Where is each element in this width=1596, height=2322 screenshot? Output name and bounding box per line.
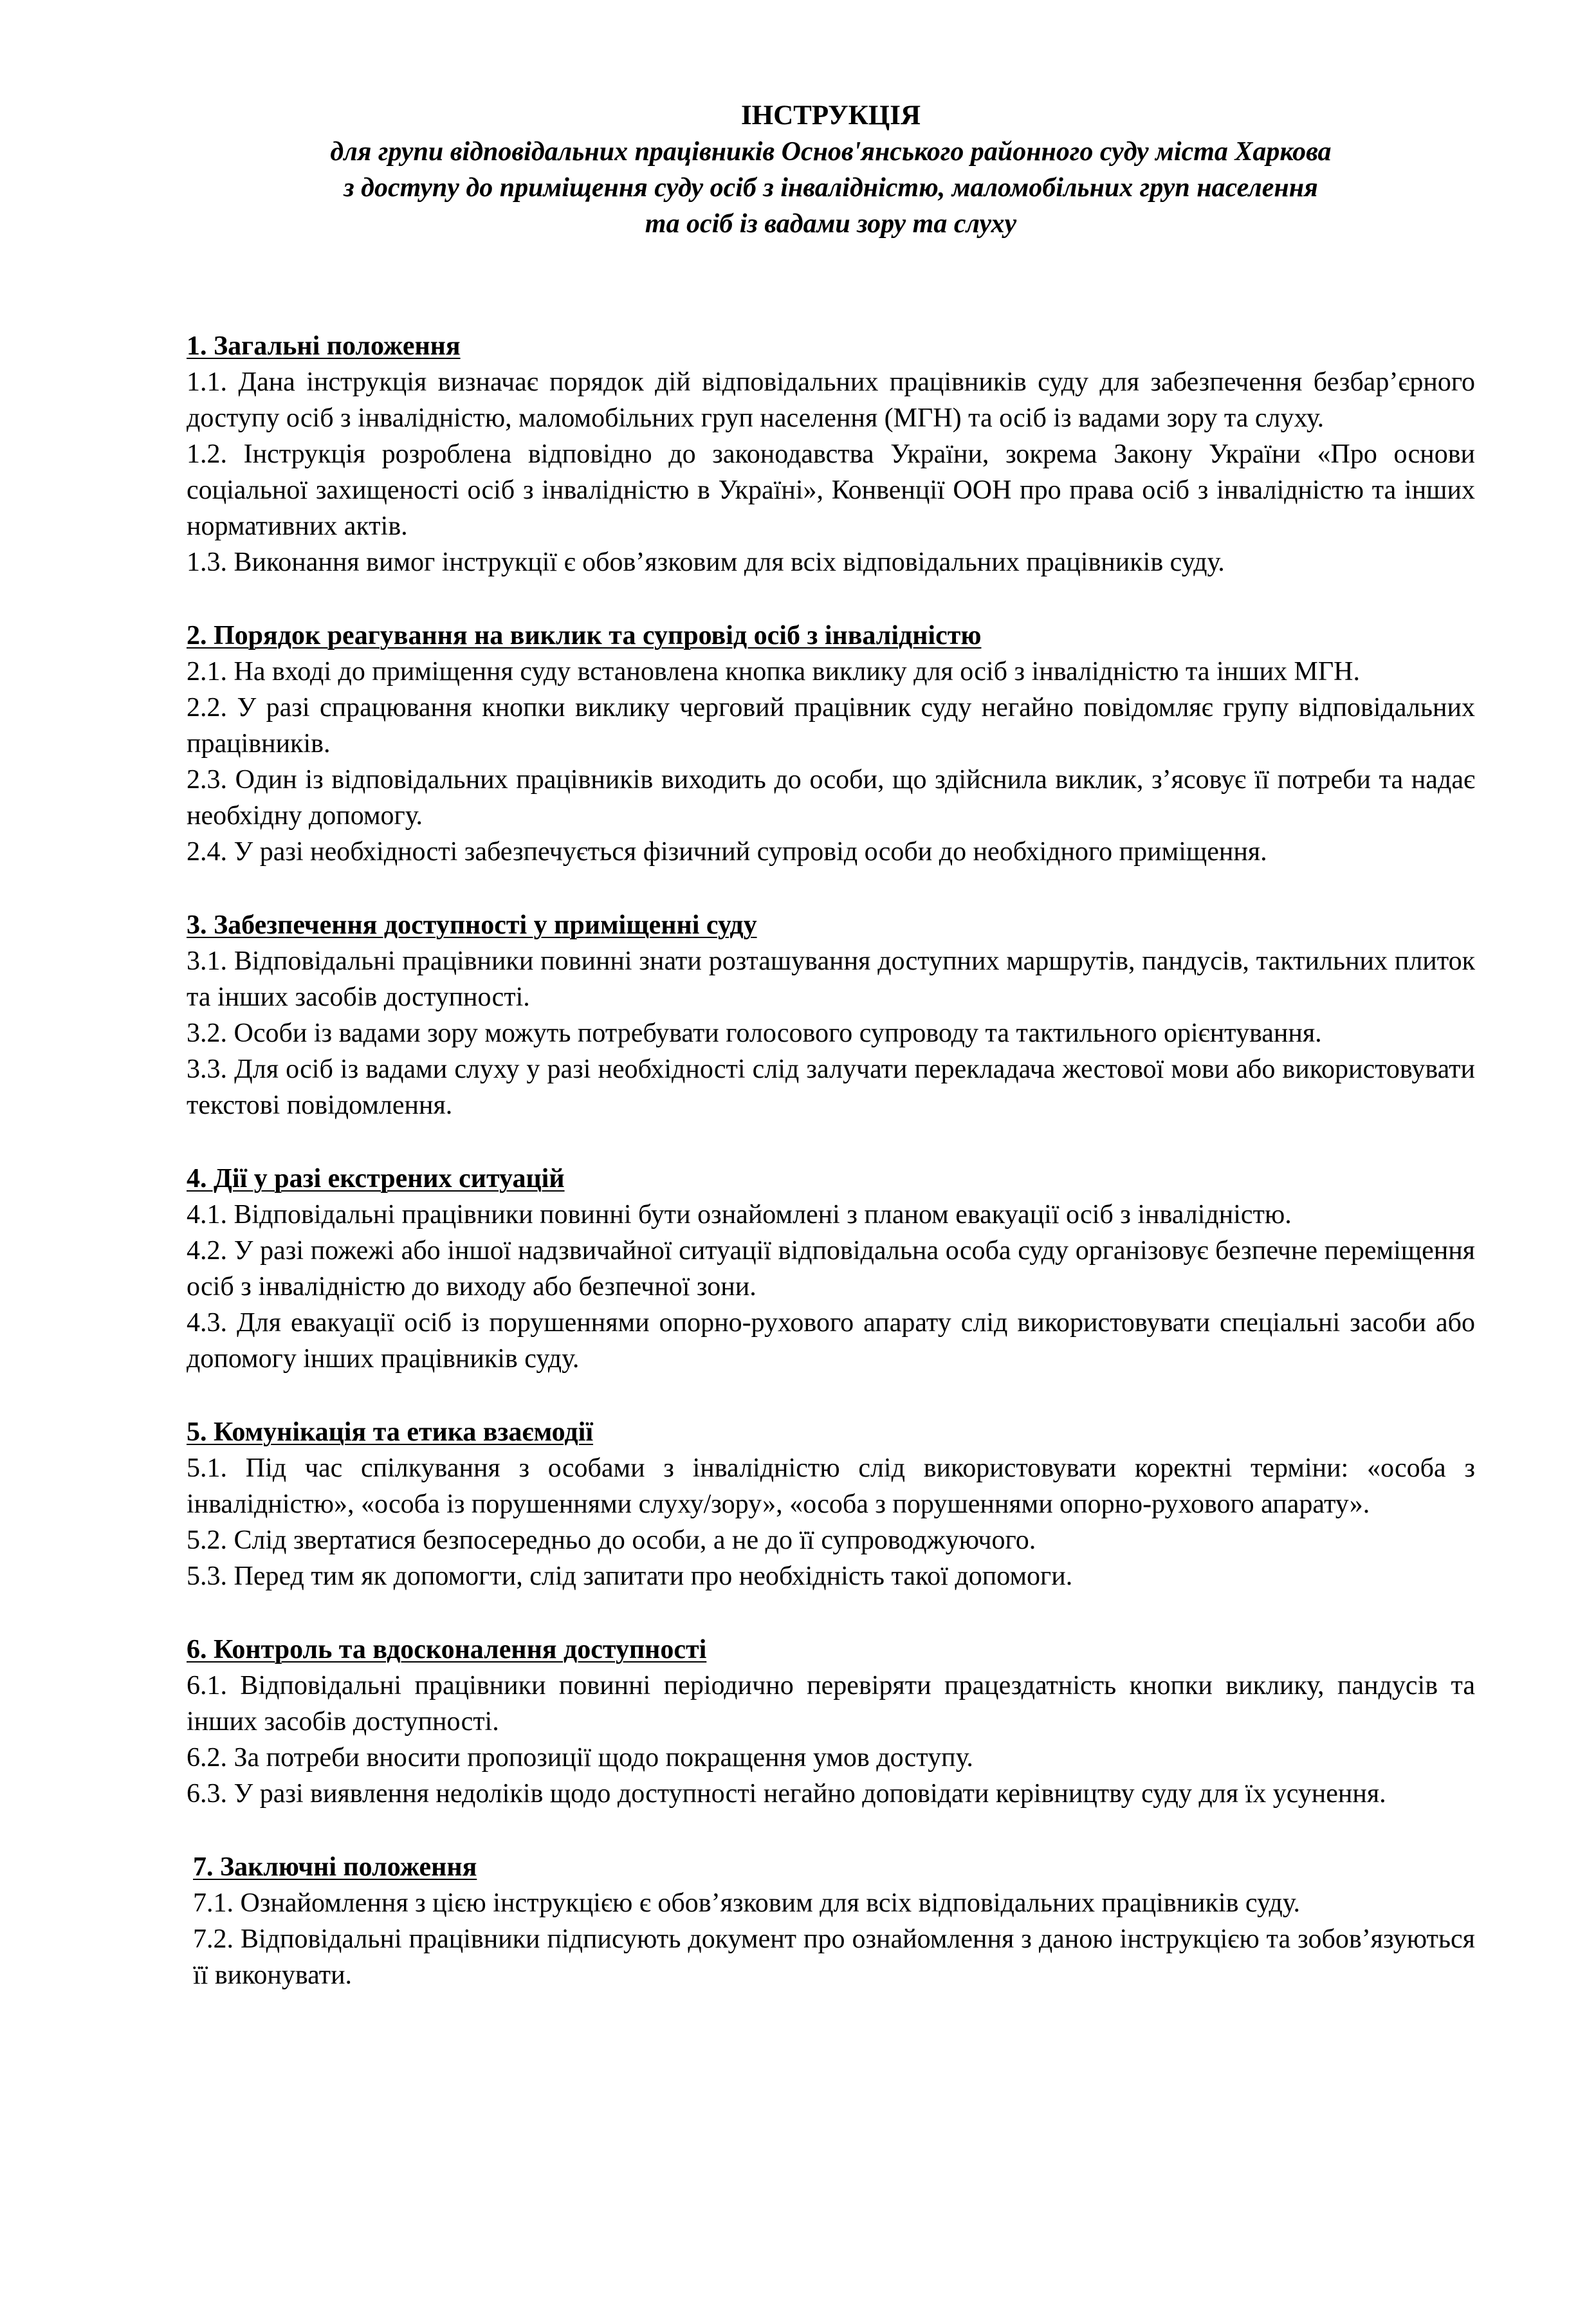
section-final-provisions [187, 1849, 1475, 1993]
paragraph-3-3: 3.3. Для осіб із вадами слуху у разі необхідності слід залучати перекладача жестової мови або використовувати текстові повідомлення. [187, 1055, 1475, 1120]
section-heading [187, 1632, 1475, 1668]
section-heading [187, 1161, 1475, 1197]
section-heading [187, 1414, 1475, 1450]
paragraph-1-1: 1.1. Дана інструкція визначає порядок дій відповідальних працівників суду для забезпечення безбар’єрного доступу осіб з інвалідністю, маломобільних груп населення (МГН) та осіб із вадами зору та слуху. [187, 367, 1475, 433]
section-heading-text: 7. Заключні положення [193, 1852, 477, 1882]
paragraph-4-3: 4.3. Для евакуації осіб із порушеннями опорно-рухового апарату слід використовувати спеціальні засоби або допомогу інших працівників суду. [187, 1308, 1475, 1374]
section-heading-text: 2. Порядок реагування на виклик та супровід осіб з інвалідністю [187, 621, 982, 650]
section-heading [187, 1849, 1475, 1885]
paragraph-2-4: 2.4. У разі необхідності забезпечується фізичний супровід особи до необхідного приміщення. [187, 837, 1267, 867]
section-heading [187, 328, 1475, 364]
section-heading-text: 1. Загальні положення [187, 331, 461, 361]
section-accessibility [187, 907, 1475, 1123]
paragraph-2-3: 2.3. Один із відповідальних працівників виходить до особи, що здійснила виклик, з’ясовує її потреби та надає необхідну допомогу. [187, 765, 1475, 831]
document-body [187, 328, 1475, 1993]
paragraph-6-2: 6.2. За потреби вносити пропозиції щодо покращення умов доступу. [187, 1743, 973, 1773]
section-emergency [187, 1161, 1475, 1377]
paragraph-5-3: 5.3. Перед тим як допомогти, слід запитати про необхідність такої допомоги. [187, 1562, 1073, 1591]
document-header [174, 98, 1488, 242]
document-subtitle-line-3: та осіб із вадами зору та слуху [645, 209, 1017, 239]
paragraph-7-1: 7.1. Ознайомлення з цією інструкцією є обов’язковим для всіх відповідальних працівників суду. [193, 1888, 1301, 1918]
paragraph-4-2: 4.2. У разі пожежі або іншої надзвичайної ситуації відповідальна особа суду організовує безпечне переміщення осіб з інвалідністю до виходу або безпечної зони. [187, 1236, 1475, 1302]
paragraph-4-1: 4.1. Відповідальні працівники повинні бути ознайомлені з планом евакуації осіб з інвалідністю. [187, 1200, 1292, 1230]
document-title: ІНСТРУКЦІЯ [740, 100, 921, 131]
section-heading [187, 907, 1475, 943]
document-subtitle-line-2: з доступу до приміщення суду осіб з інвалідністю, маломобільних груп населення [344, 173, 1318, 203]
section-communication [187, 1414, 1475, 1594]
section-heading-text: 3. Забезпечення доступності у приміщенні суду [187, 910, 757, 940]
paragraph-2-1: 2.1. На вході до приміщення суду встановлена кнопка виклику для осіб з інвалідністю та інших МГН. [187, 657, 1360, 686]
section-heading [187, 618, 1475, 654]
section-control [187, 1632, 1475, 1812]
section-heading-text: 6. Контроль та вдосконалення доступності [187, 1635, 707, 1664]
section-general-provisions [187, 328, 1475, 580]
paragraph-7-2: 7.2. Відповідальні працівники підписують документ про ознайомлення з даною інструкцією та зобов’язуються її виконувати. [193, 1924, 1475, 1990]
paragraph-6-3: 6.3. У разі виявлення недоліків щодо доступності негайно доповідати керівництву суду для їх усунення. [187, 1779, 1386, 1809]
paragraph-5-1: 5.1. Під час спілкування з особами з інвалідністю слід використовувати коректні терміни: «особа з інвалідністю», «особа із порушеннями слуху/зору», «особа з порушеннями опорно-рухового апарату». [187, 1453, 1475, 1519]
paragraph-1-3: 1.3. Виконання вимог інструкції є обов’язковим для всіх відповідальних працівників суду. [187, 548, 1225, 577]
paragraph-5-2: 5.2. Слід звертатися безпосередньо до особи, а не до її супроводжуючого. [187, 1525, 1036, 1555]
paragraph-2-2: 2.2. У разі спрацювання кнопки виклику черговий працівник суду негайно повідомляє групу відповідальних працівників. [187, 693, 1475, 759]
document-subtitle-line-1: для групи відповідальних працівників Основ'янського районного суду міста Харкова [330, 137, 1332, 167]
paragraph-3-1: 3.1. Відповідальні працівники повинні знати розташування доступних маршрутів, пандусів, тактильних плиток та інших засобів доступності. [187, 946, 1475, 1012]
section-response-procedure [187, 618, 1475, 870]
section-heading-text: 4. Дії у разі екстрених ситуацій [187, 1164, 565, 1193]
paragraph-1-2: 1.2. Інструкція розроблена відповідно до законодавства України, зокрема Закону України «Про основи соціальної захищеності осіб з інвалідністю в Україні», Конвенції ООН про права осіб з інвалідністю та інших нормативних актів. [187, 439, 1475, 541]
paragraph-6-1: 6.1. Відповідальні працівники повинні періодично перевіряти працездатність кнопки виклику, пандусів та інших засобів доступності. [187, 1671, 1475, 1737]
section-heading-text: 5. Комунікація та етика взаємодії [187, 1417, 594, 1447]
paragraph-3-2: 3.2. Особи із вадами зору можуть потребувати голосового супроводу та тактильного орієнтування. [187, 1018, 1322, 1048]
